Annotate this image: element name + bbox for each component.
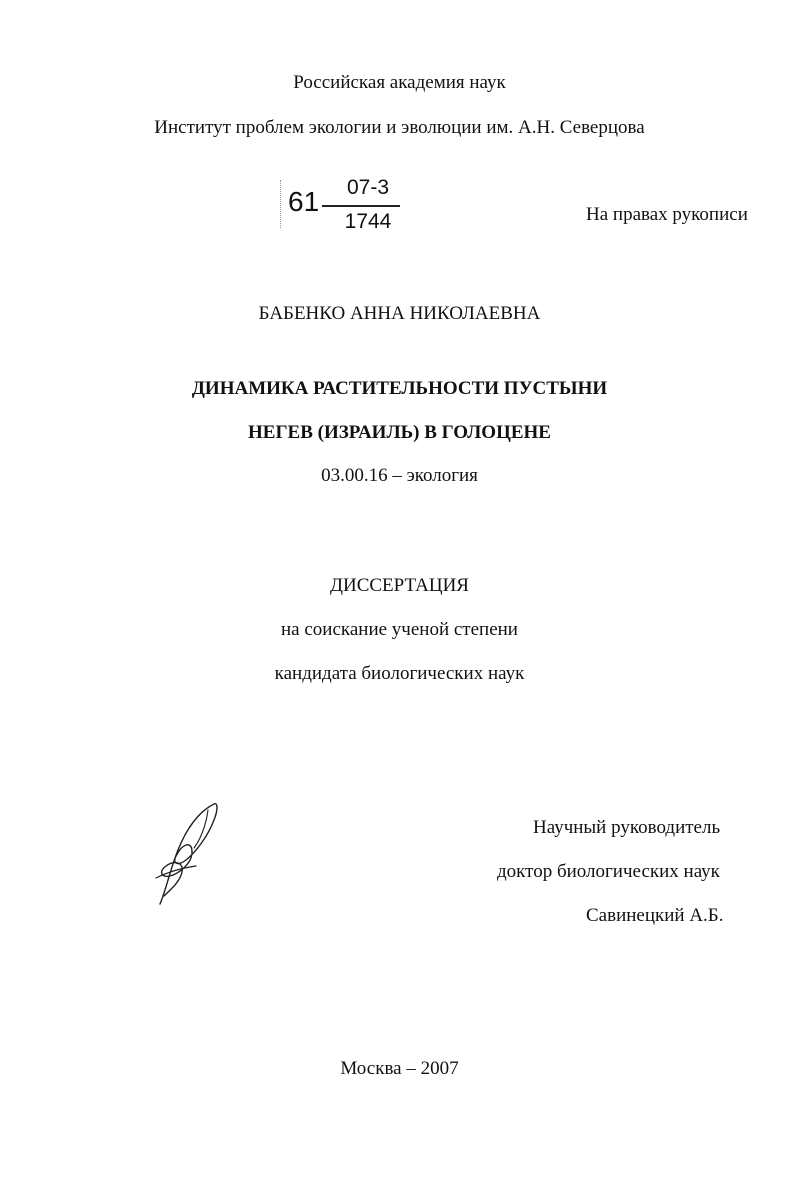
institute-name: Институт проблем экологии и эволюции им. А.Н. Северцова <box>154 117 645 138</box>
dissertation-heading: ДИССЕРТАЦИЯ <box>330 575 469 596</box>
supervisor-role: Научный руководитель <box>533 817 721 838</box>
supervisor-degree: доктор биологических наук <box>497 861 720 882</box>
specialty-code: 03.00.16 – экология <box>321 465 478 486</box>
dissertation-purpose: на соискание ученой степени <box>281 619 518 640</box>
handwritten-signature <box>148 800 228 910</box>
author-name: БАБЕНКО АННА НИКОЛАЕВНА <box>258 303 541 324</box>
manuscript-rights: На правах рукописи <box>586 204 748 225</box>
dissertation-degree: кандидата биологических наук <box>274 663 525 684</box>
archive-stamp <box>280 176 410 238</box>
stamp-prefix: 61 <box>288 186 320 217</box>
stamp-fraction-bar <box>322 205 400 207</box>
supervisor-name: Савинецкий А.Б. <box>586 905 724 926</box>
stamp-numerator: 07-3 <box>346 176 390 199</box>
academy-name: Российская академия наук <box>293 72 506 93</box>
city-year: Москва – 2007 <box>340 1058 459 1079</box>
stamp-denominator: 1744 <box>344 210 392 233</box>
title-line-2: НЕГЕВ (ИЗРАИЛЬ) В ГОЛОЦЕНЕ <box>248 422 551 443</box>
stamp-edge <box>280 180 281 228</box>
title-line-1: ДИНАМИКА РАСТИТЕЛЬНОСТИ ПУСТЫНИ <box>191 378 608 399</box>
